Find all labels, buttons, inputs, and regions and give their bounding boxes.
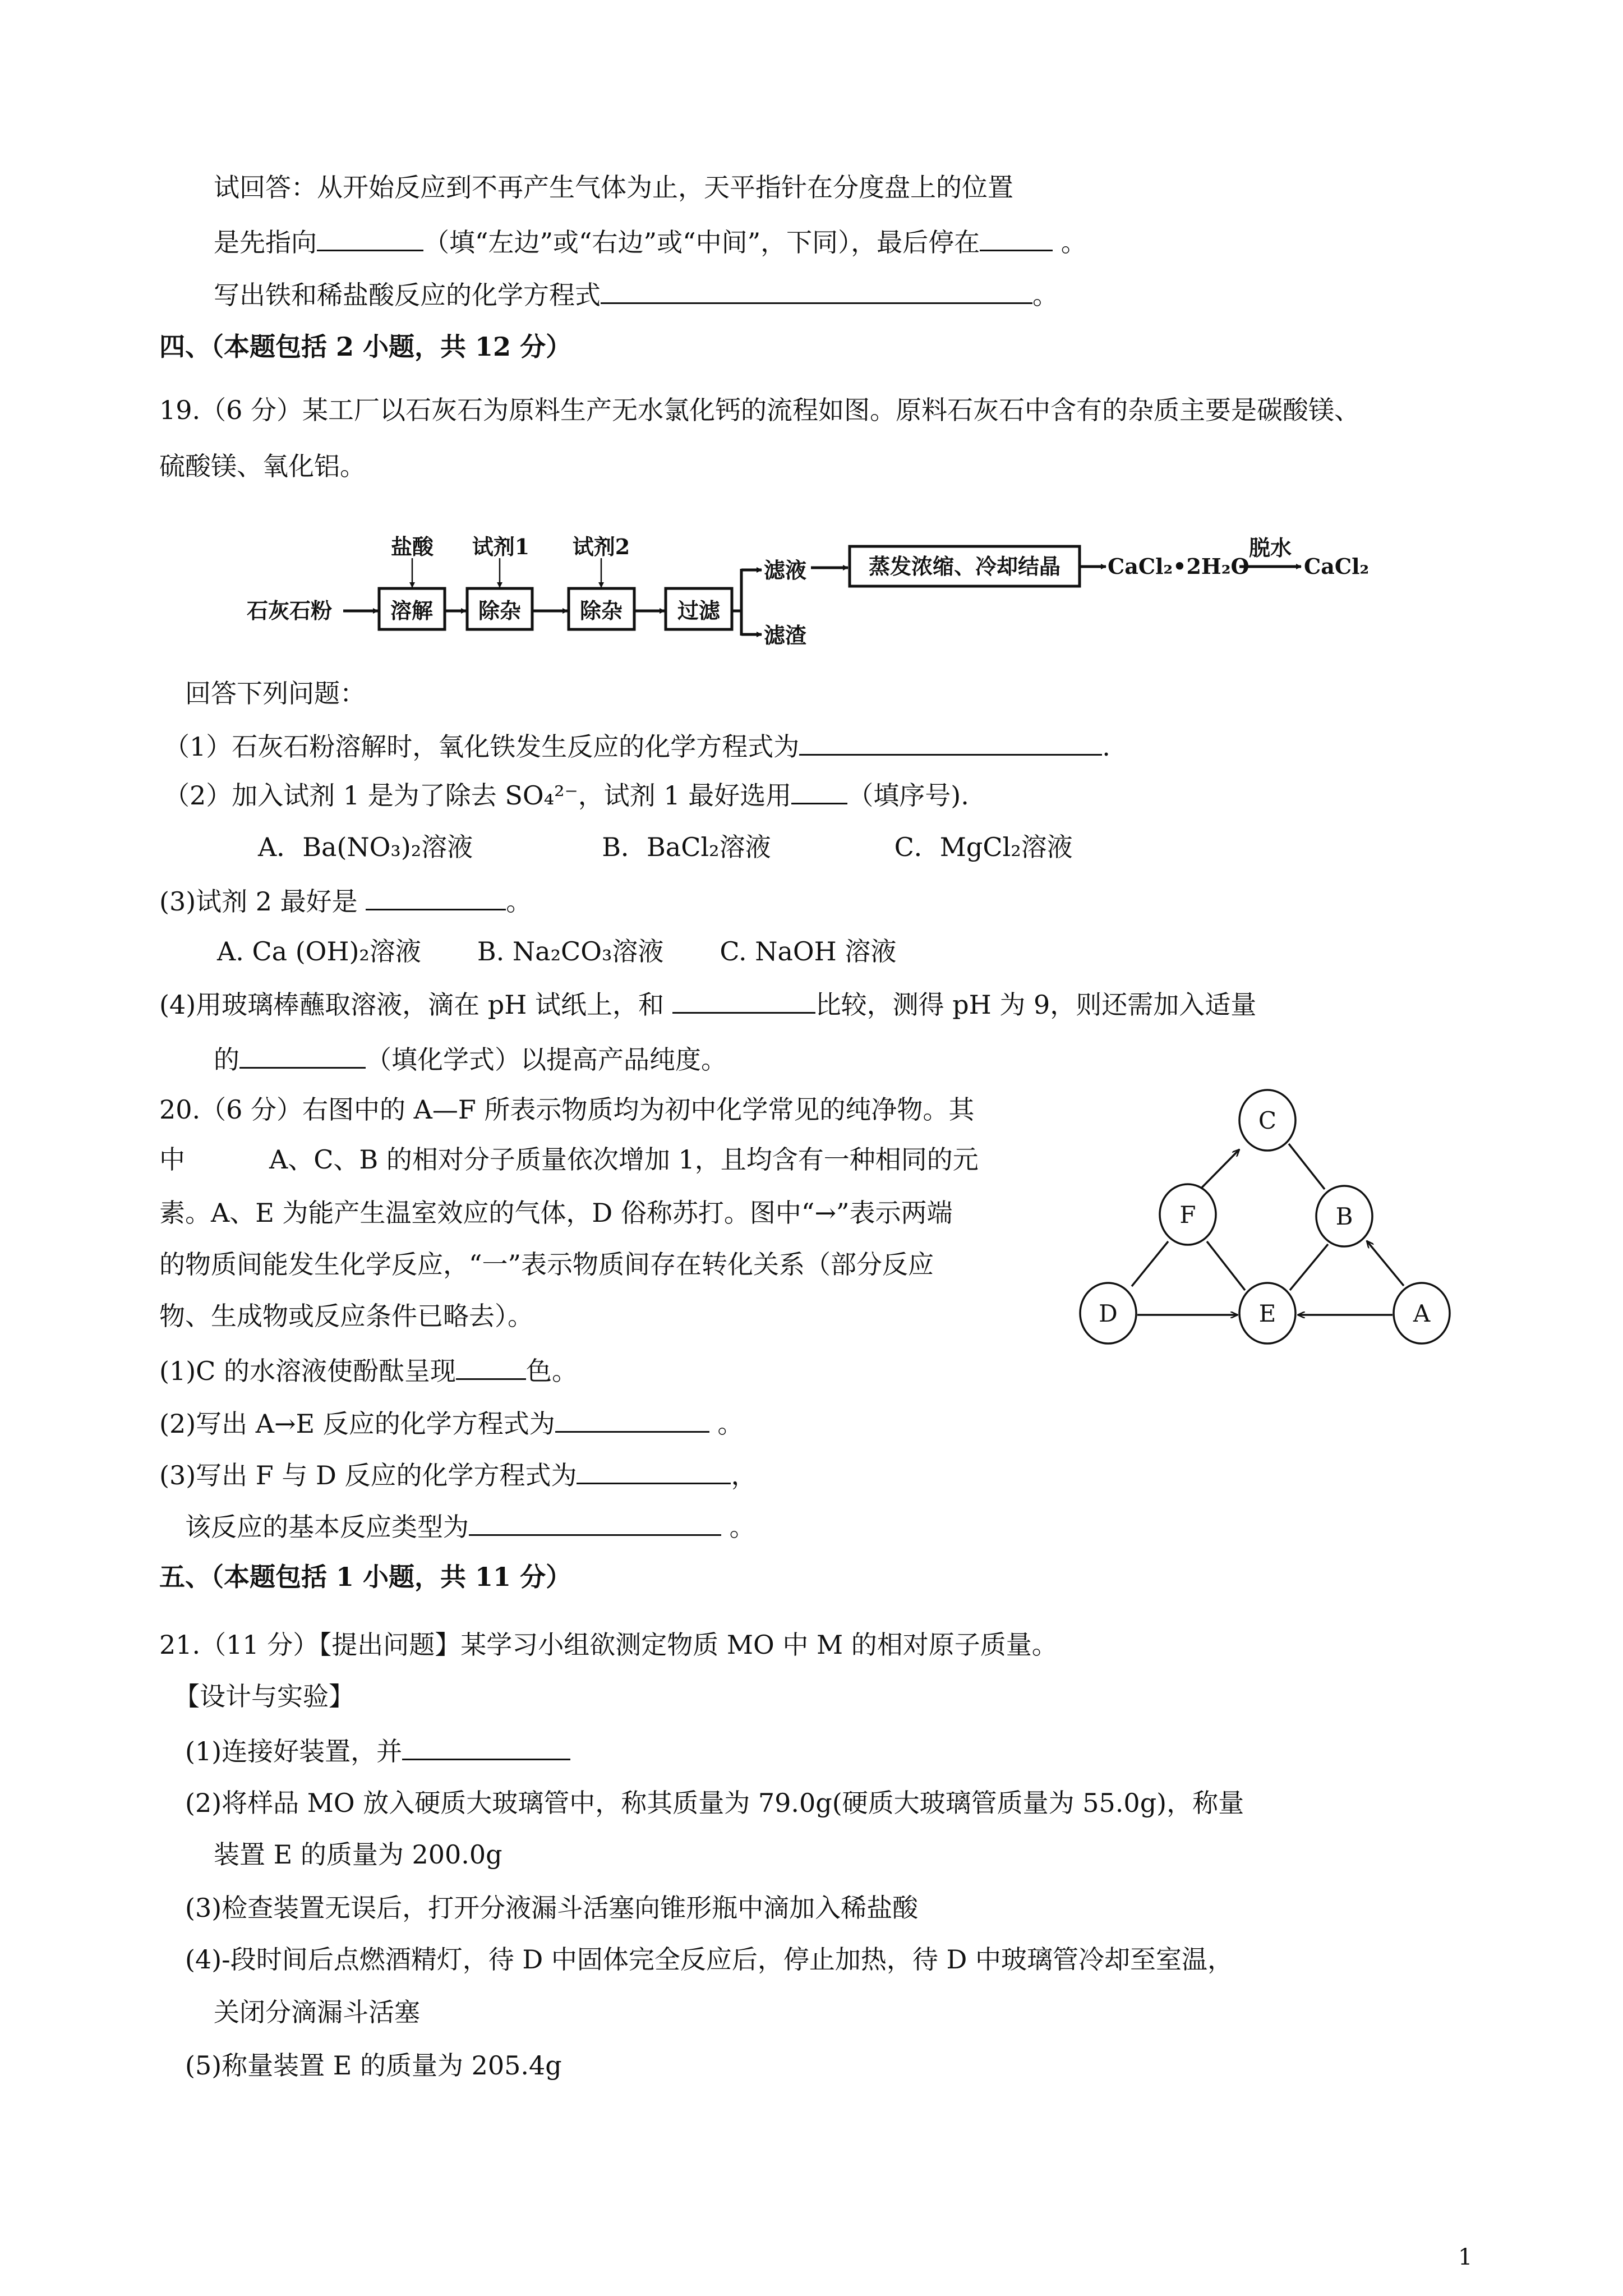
q20-part3 [159,1457,757,1490]
text: 的 [214,1045,239,1075]
text: 写出铁和稀盐酸反应的化学方程式 [214,280,601,310]
node-label-a: A [1413,1300,1431,1327]
reagent-label: 试剂2 [572,534,630,559]
q20-line3: 素。A、E 为能产生温室效应的气体，D 俗称苏打。图中“→”表示两端 [159,1198,953,1228]
q21-step2: (2)将样品 MO 放入硬质大玻璃管中，称其质量为 79.0g(硬质大玻璃管质量为 55.0g)，称量 [185,1788,1244,1818]
q21-step4: (4)-段时间后点燃酒精灯，待 D 中固体完全反应后，停止加热，待 D 中玻璃管冷却至室温， [185,1944,1233,1975]
edge-f-c [1202,1149,1239,1188]
option-a: A. Ca (OH)₂溶液 [217,936,421,967]
process-label: 蒸发浓缩、冷却结晶 [868,554,1061,579]
q19-stem-line1: 19.（6 分）某工厂以石灰石为原料生产无水氯化钙的流程如图。原料石灰石中含有的杂质主要是碳酸镁、 [159,395,1361,425]
q20-line5: 物、生成物或反应条件已略去）。 [159,1301,533,1331]
q20-line1: 20.（6 分）右图中的 A—F 所表示物质均为初中化学常见的纯净物。其 [159,1094,975,1125]
option-a: A．Ba(NO₃)₂溶液 [258,832,473,862]
option-c: C. NaOH 溶液 [720,936,897,967]
node-label-d: D [1099,1300,1118,1327]
node-label-e: E [1258,1300,1276,1327]
q21-step4-cont: 关闭分滴漏斗活塞 [214,1997,420,2027]
q20-line4: 的物质间能发生化学反应，“一”表示物质间存在转化关系（部分反应 [159,1249,934,1280]
text: 。 [721,1512,755,1542]
flow-start: 石灰石粉 [247,598,333,623]
q21-design-heading: 【设计与实验】 [174,1681,354,1711]
q21-step1 [185,1733,570,1766]
dehydrate-label: 脱水 [1248,535,1292,560]
step-label: 过滤 [677,598,721,623]
reagent-label: 盐酸 [390,534,434,559]
text: (3)试剂 2 最好是 [159,886,366,917]
text: A、C、B 的相对分子质量依次增加 1，且均含有一种相同的元 [269,1144,979,1175]
text: （填化学式）以提高产品纯度。 [366,1045,727,1075]
q19-stem-line2: 硫酸镁、氧化铝。 [159,451,366,481]
node-label-f: F [1179,1201,1196,1228]
node-label-b: B [1335,1203,1353,1230]
filtrate-label: 滤液 [764,558,807,583]
option-b: B．BaCl₂溶液 [602,832,771,862]
text: (3)写出 F 与 D 反应的化学方程式为 [159,1460,577,1490]
text: 。 [1053,227,1087,257]
text: 该反应的基本反应类型为 [185,1512,469,1542]
text: (1)连接好装置，并 [185,1736,403,1766]
residue-label: 滤渣 [764,623,807,648]
q20-part2 [159,1405,743,1439]
answer-blank[interactable] [577,1457,731,1484]
q21-stem: 21.（11 分）【提出问题】某学习小组欲测定物质 MO 中 M 的相对原子质量。 [159,1630,1058,1660]
edge-c-b [1289,1144,1325,1189]
text: (2)写出 A→E 反应的化学方程式为 [159,1409,555,1439]
q21-step3: (3)检查装置无误后，打开分液漏斗活塞向锥形瓶中滴加入稀盐酸 [185,1893,919,1923]
q20-part3-cont [185,1508,755,1542]
section-5-heading: 五、（本题包括 1 小题，共 11 分） [159,1562,572,1592]
text: 。 [506,886,532,917]
step-label: 除杂 [478,598,522,623]
text: 。 [709,1409,744,1439]
product-label: CaCl₂ [1304,554,1370,579]
text: (1)C 的水溶液使酚酞呈现 [159,1356,456,1386]
page-number: 1 [1458,2244,1473,2270]
option-c: C．MgCl₂溶液 [894,832,1073,862]
section-4-heading: 四、（本题包括 2 小题，共 12 分） [159,332,572,362]
q18-line1: 试回答：从开始反应到不再产生气体为止，天平指针在分度盘上的位置 [214,172,1013,203]
text: 中 [159,1144,185,1175]
answer-blank[interactable] [555,1405,709,1433]
q21-step5: (5)称量装置 E 的质量为 205.4g [185,2050,562,2081]
text: 。 [1032,280,1058,310]
edge-b-e [1290,1244,1328,1290]
q21-step2-cont: 装置 E 的质量为 200.0g [214,1839,502,1870]
edge-a-b [1367,1241,1404,1286]
reagent-label: 试剂1 [472,534,530,559]
node-label-c: C [1258,1107,1277,1134]
text: . [1102,731,1110,762]
text: （填“左边”或“右边”或“中间”，下同），最后停在 [423,227,980,257]
answer-blank[interactable] [402,1733,570,1760]
step-label: 溶解 [390,598,434,623]
step-label: 除杂 [579,598,623,623]
answer-blank[interactable] [469,1508,721,1536]
text: 比较，测得 pH 为 9，则还需加入适量 [815,990,1257,1020]
option-b: B. Na₂CO₃溶液 [477,936,664,967]
edge-f-d [1132,1241,1168,1286]
edge-f-e [1207,1241,1245,1290]
answer-intro: 回答下列问题： [185,678,366,708]
text: (4)用玻璃棒蘸取溶液，滴在 pH 试纸上，和 [159,990,672,1020]
text: ， [731,1460,757,1490]
text: （1）石灰石粉溶解时，氧化铁发生反应的化学方程式为 [164,731,800,762]
hydrate-label: CaCl₂•2H₂O [1108,554,1249,579]
text: （填序号). [847,780,969,811]
text: 是先指向 [214,227,317,257]
text: 色。 [525,1356,578,1386]
text: （2）加入试剂 1 是为了除去 SO₄²⁻，试剂 1 最好选用 [164,780,792,811]
